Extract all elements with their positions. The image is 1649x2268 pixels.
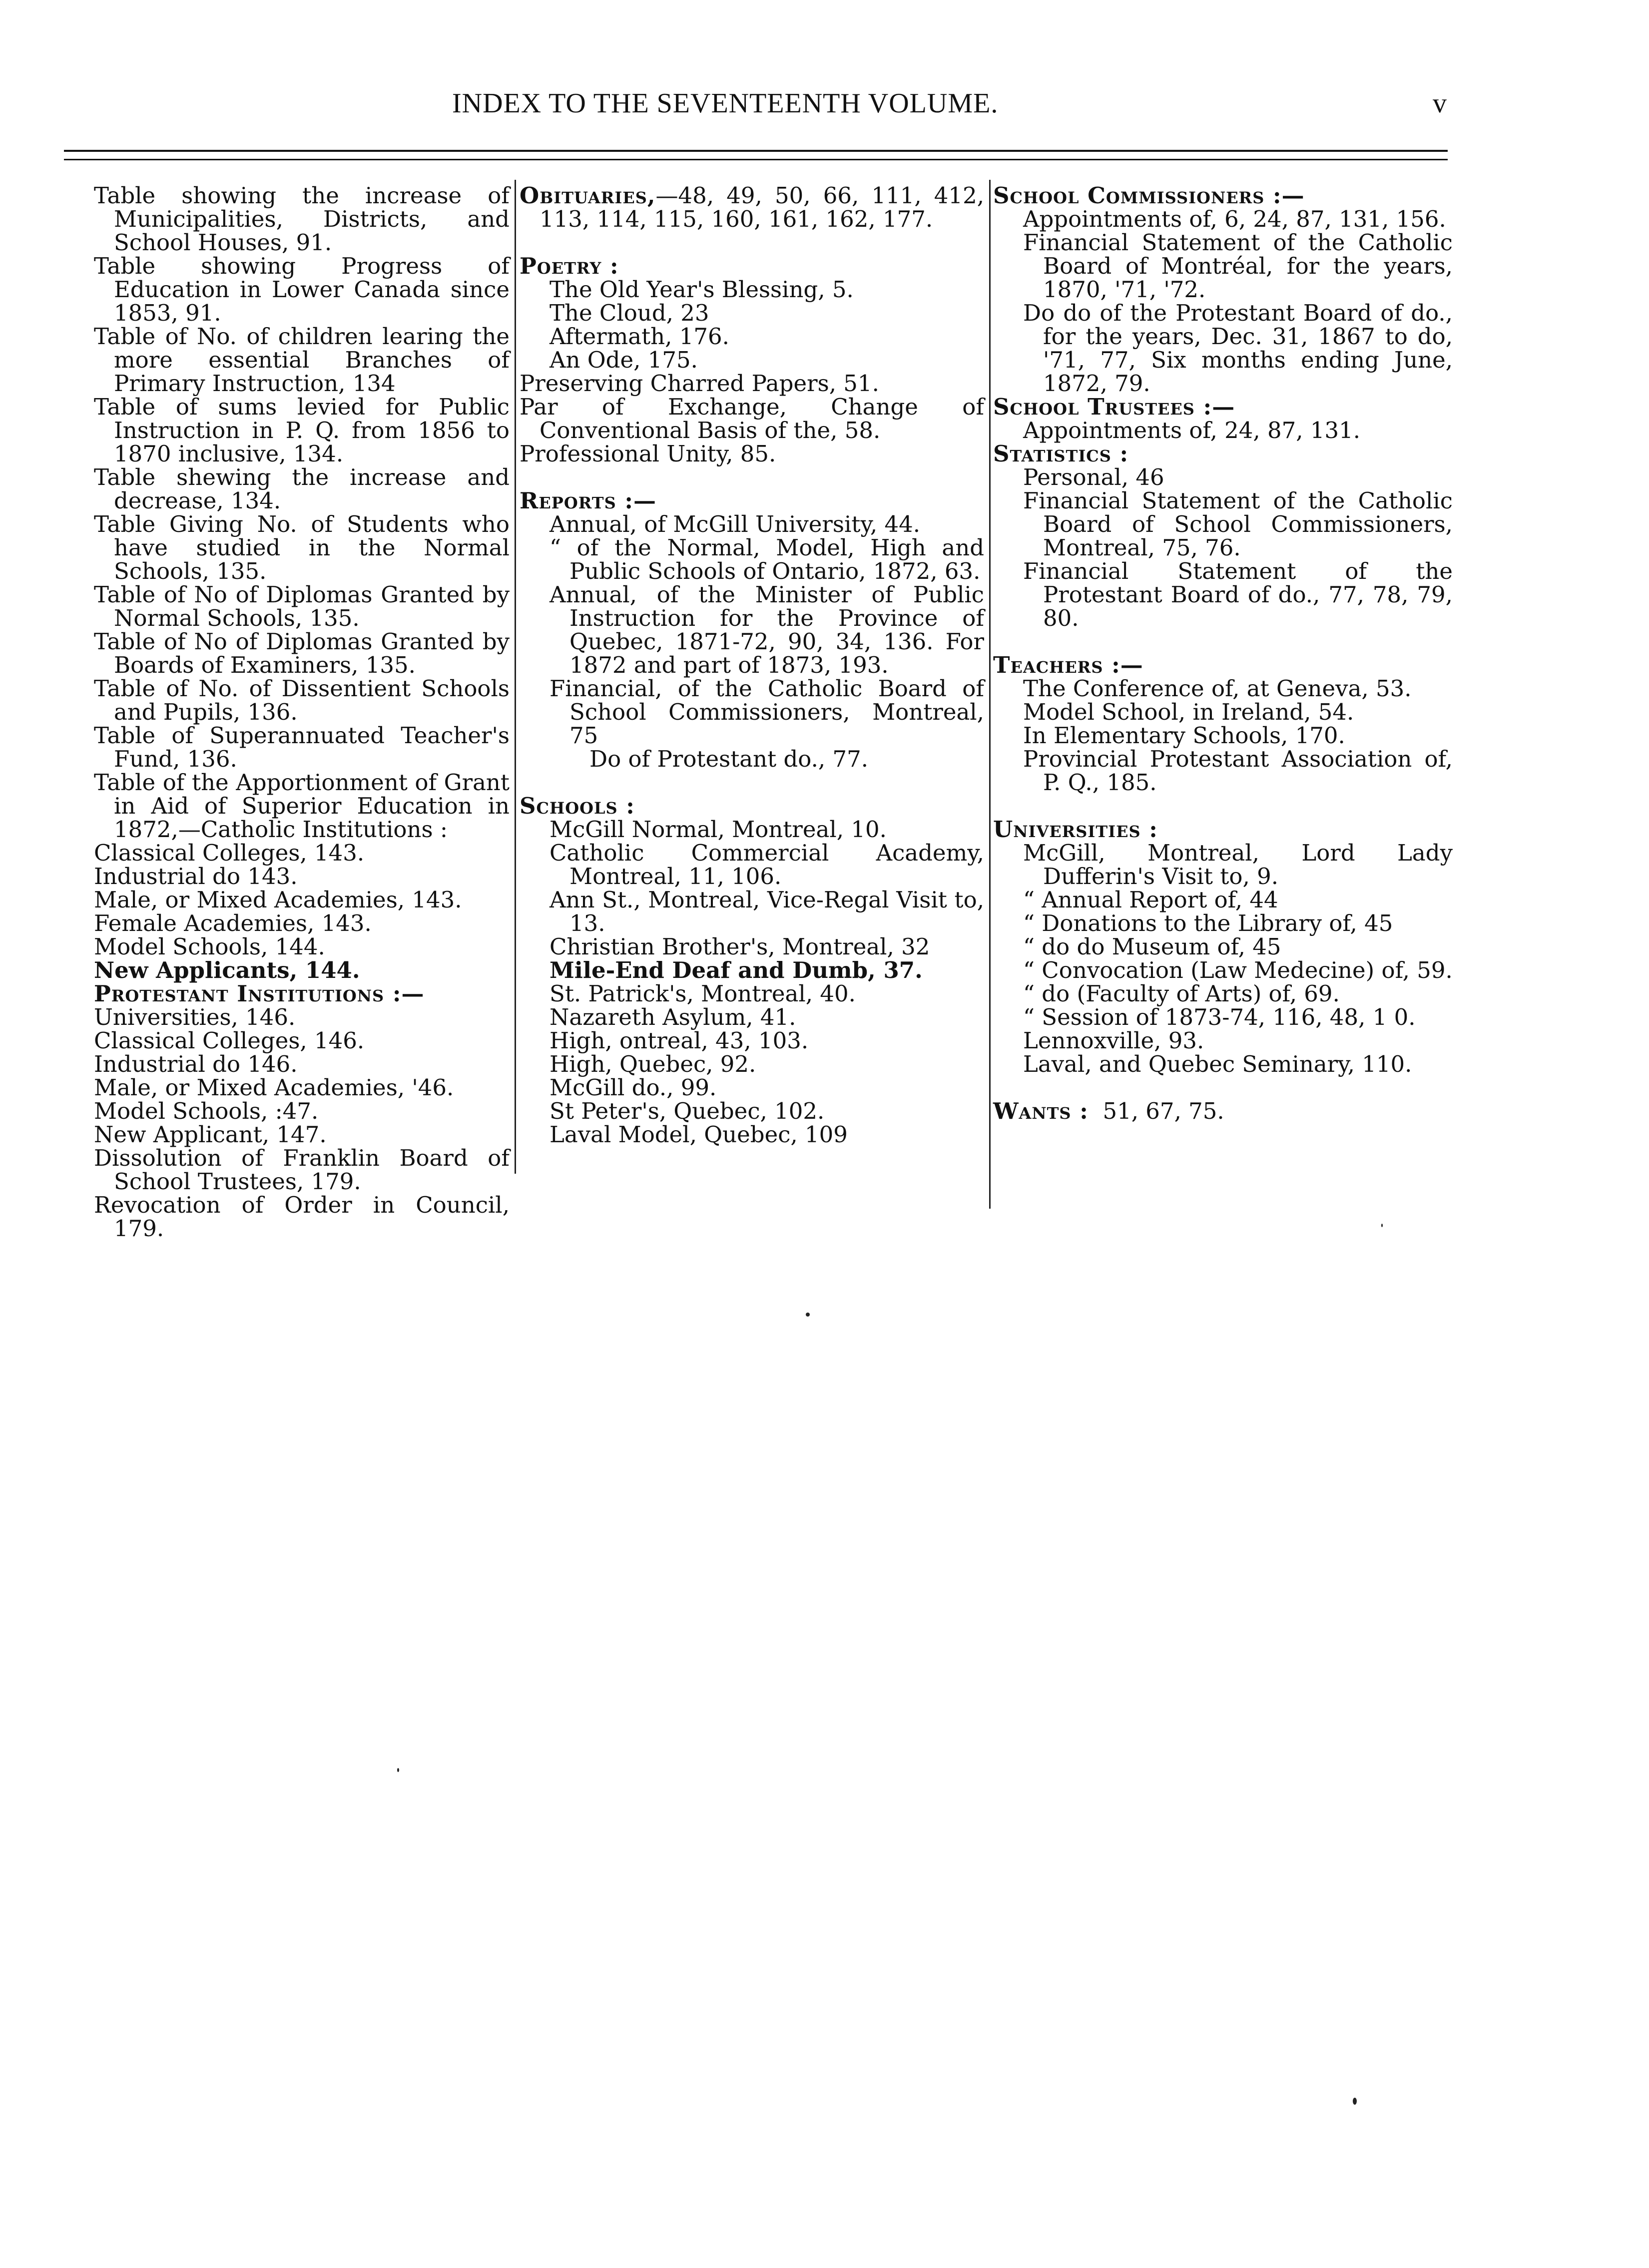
- section-heading-poetry: Poetry :: [520, 253, 619, 279]
- teachers-entry: The Conference of, at Geneva, 53.: [1023, 675, 1412, 702]
- universities-entry: “ do (Faculty of Arts) of, 69.: [1023, 980, 1340, 1007]
- index-column-3: [993, 184, 1453, 1123]
- index-column-2: [520, 184, 984, 1146]
- index-entry: Classical Colleges, 143.: [94, 840, 365, 866]
- statistics-entry: Personal, 46: [1023, 464, 1164, 490]
- index-entry: Table of sums levied for Public Instruction in P. Q. from 1856 to 1870 inclusive, 134.: [94, 394, 510, 467]
- universities-entry: “ Donations to the Library of, 45: [1023, 910, 1393, 936]
- schools-entry: Christian Brother's, Montreal, 32: [550, 933, 930, 960]
- section-heading-school-trustees: School Trustees :—: [993, 394, 1235, 420]
- schools-entry: Mile-End Deaf and Dumb, 37.: [550, 957, 923, 983]
- index-entry: Table of the Apportionment of Grant in Aid of Superior Education in 1872,—Catholic Institutions :: [94, 769, 510, 843]
- index-entry: Professional Unity, 85.: [520, 441, 776, 467]
- reports-entry: “ of the Normal, Model, High and Public Schools of Ontario, 1872, 63.: [550, 534, 984, 584]
- index-entry: Industrial do 143.: [94, 863, 298, 890]
- commissioners-entry: Appointments of, 6, 24, 87, 131, 156.: [1023, 206, 1446, 232]
- poetry-entry: Aftermath, 176.: [550, 323, 729, 350]
- scan-speck: [397, 1768, 399, 1772]
- schools-entry: High, Quebec, 92.: [550, 1051, 756, 1077]
- teachers-entry: Provincial Protestant Association of, P. Q., 185.: [1023, 746, 1453, 796]
- index-entry: Industrial do 146.: [94, 1051, 298, 1077]
- schools-entry: McGill do., 99.: [550, 1074, 717, 1101]
- universities-entry: “ do do Museum of, 45: [1023, 933, 1281, 960]
- reports-entry: Do of Protestant do., 77.: [589, 746, 869, 772]
- index-entry: Table showing Progress of Education in Lower Canada since 1853, 91.: [94, 253, 510, 326]
- wants-entry: [993, 1099, 1453, 1123]
- index-entry: Model Schools, 144.: [94, 933, 325, 960]
- section-heading-statistics: Statistics :: [993, 441, 1129, 467]
- teachers-entry: In Elementary Schools, 170.: [1023, 722, 1345, 749]
- section-heading-wants: Wants :: [993, 1098, 1089, 1124]
- header-rule-top: [64, 150, 1448, 152]
- running-head: INDEX TO THE SEVENTEENTH VOLUME.: [452, 88, 999, 119]
- section-heading-protestant-institutions: Protestant Institutions :—: [94, 980, 425, 1007]
- universities-entry: “ Convocation (Law Medecine) of, 59.: [1023, 957, 1453, 983]
- index-entry: Table Giving No. of Students who have studied in the Normal Schools, 135.: [94, 511, 510, 584]
- schools-entry: Nazareth Asylum, 41.: [550, 1004, 796, 1030]
- schools-entry: McGill Normal, Montreal, 10.: [550, 816, 887, 843]
- universities-entry: McGill, Montreal, Lord Lady Dufferin's Visit to, 9.: [1023, 840, 1453, 890]
- schools-entry: St Peter's, Quebec, 102.: [550, 1098, 825, 1124]
- scan-speck: [806, 1313, 810, 1317]
- index-entry: Table of No. of Dissentient Schools and Pupils, 136.: [94, 675, 510, 725]
- index-entry: Universities, 146.: [94, 1004, 296, 1030]
- universities-entry: Laval, and Quebec Seminary, 110.: [1023, 1051, 1412, 1077]
- section-heading-school-commissioners: School Commissioners :—: [993, 182, 1305, 209]
- index-entry: Male, or Mixed Academies, '46.: [94, 1074, 454, 1101]
- section-heading-teachers: Teachers :—: [993, 652, 1143, 678]
- scan-speck: [1353, 2098, 1357, 2105]
- index-entry: Par of Exchange, Change of Conventional Basis of the, 58.: [520, 394, 984, 444]
- index-entry: Table of No of Diplomas Granted by Boards of Examiners, 135.: [94, 628, 510, 678]
- column-divider-left: [515, 180, 516, 1174]
- obituaries-pages: —48, 49, 50, 66, 111, 412, 113, 114, 115, 160, 161, 162, 177.: [540, 182, 984, 232]
- schools-entry: Laval Model, Quebec, 109: [550, 1121, 848, 1148]
- obituaries-entry: [520, 184, 984, 231]
- statistics-entry: Financial Statement of the Catholic Board of School Commissioners, Montreal, 75, 76.: [1023, 487, 1453, 561]
- index-entry: Table of No. of children learing the more essential Branches of Primary Instruction, 134: [94, 323, 510, 397]
- poetry-entry: The Old Year's Blessing, 5.: [550, 276, 854, 303]
- index-entry: Male, or Mixed Academies, 143.: [94, 887, 462, 913]
- column-divider-right: [989, 180, 991, 1209]
- page-number: v: [1433, 88, 1447, 119]
- index-entry: New Applicants, 144.: [94, 957, 360, 983]
- schools-entry: Catholic Commercial Academy, Montreal, 11, 106.: [550, 840, 984, 890]
- teachers-entry: Model School, in Ireland, 54.: [1023, 699, 1354, 725]
- index-entry: Table of Superannuated Teacher's Fund, 136.: [94, 722, 510, 772]
- index-entry: Revocation of Order in Council, 179.: [94, 1192, 510, 1242]
- statistics-entry: Financial Statement of the Protestant Board of do., 77, 78, 79, 80.: [1023, 558, 1453, 631]
- section-heading-schools: Schools :: [520, 793, 635, 819]
- index-entry: Table shewing the increase and decrease, 134.: [94, 464, 510, 514]
- commissioners-entry: Financial Statement of the Catholic Board of Montréal, for the years, 1870, '71, '72.: [1023, 229, 1453, 303]
- schools-entry: St. Patrick's, Montreal, 40.: [550, 980, 856, 1007]
- header-rule-bottom: [64, 159, 1448, 160]
- index-entry: Preserving Charred Papers, 51.: [520, 370, 879, 397]
- trustees-entry: Appointments of, 24, 87, 131.: [1023, 417, 1361, 444]
- section-heading-obituaries: Obituaries,: [520, 182, 656, 209]
- section-heading-universities: Universities :: [993, 816, 1158, 843]
- poetry-entry: The Cloud, 23: [550, 300, 709, 326]
- index-entry: Classical Colleges, 146.: [94, 1027, 365, 1054]
- commissioners-entry: Do do of the Protestant Board of do., for the years, Dec. 31, 1867 to do, '71, 77, Six months ending June, 1872, 79.: [1023, 300, 1453, 397]
- schools-entry: Ann St., Montreal, Vice-Regal Visit to, 13.: [550, 887, 984, 936]
- universities-entry: “ Annual Report of, 44: [1023, 887, 1278, 913]
- poetry-entry: An Ode, 175.: [550, 347, 698, 373]
- scan-speck: [1381, 1224, 1383, 1227]
- wants-pages: 51, 67, 75.: [1102, 1098, 1224, 1124]
- index-entry: Model Schools, :47.: [94, 1098, 319, 1124]
- index-entry: Female Academies, 143.: [94, 910, 372, 936]
- reports-entry: Financial, of the Catholic Board of School Commissioners, Montreal, 75: [550, 675, 984, 749]
- index-entry: Table of No of Diplomas Granted by Normal Schools, 135.: [94, 581, 510, 631]
- universities-entry: “ Session of 1873-74, 116, 48, 1 0.: [1023, 1004, 1416, 1030]
- index-entry: New Applicant, 147.: [94, 1121, 327, 1148]
- reports-entry: Annual, of the Minister of Public Instruction for the Province of Quebec, 1871-72, 90, 34, 136. For 1872 and part of 1873, 193.: [550, 581, 984, 678]
- universities-entry: Lennoxville, 93.: [1023, 1027, 1204, 1054]
- schools-entry: High, ontreal, 43, 103.: [550, 1027, 809, 1054]
- section-heading-reports: Reports :—: [520, 487, 656, 514]
- reports-entry: Annual, of McGill University, 44.: [550, 511, 921, 537]
- index-column-1: [94, 184, 510, 1240]
- index-entry: Dissolution of Franklin Board of School Trustees, 179.: [94, 1145, 510, 1195]
- index-entry: Table showing the increase of Municipalities, Districts, and School Houses, 91.: [94, 182, 510, 256]
